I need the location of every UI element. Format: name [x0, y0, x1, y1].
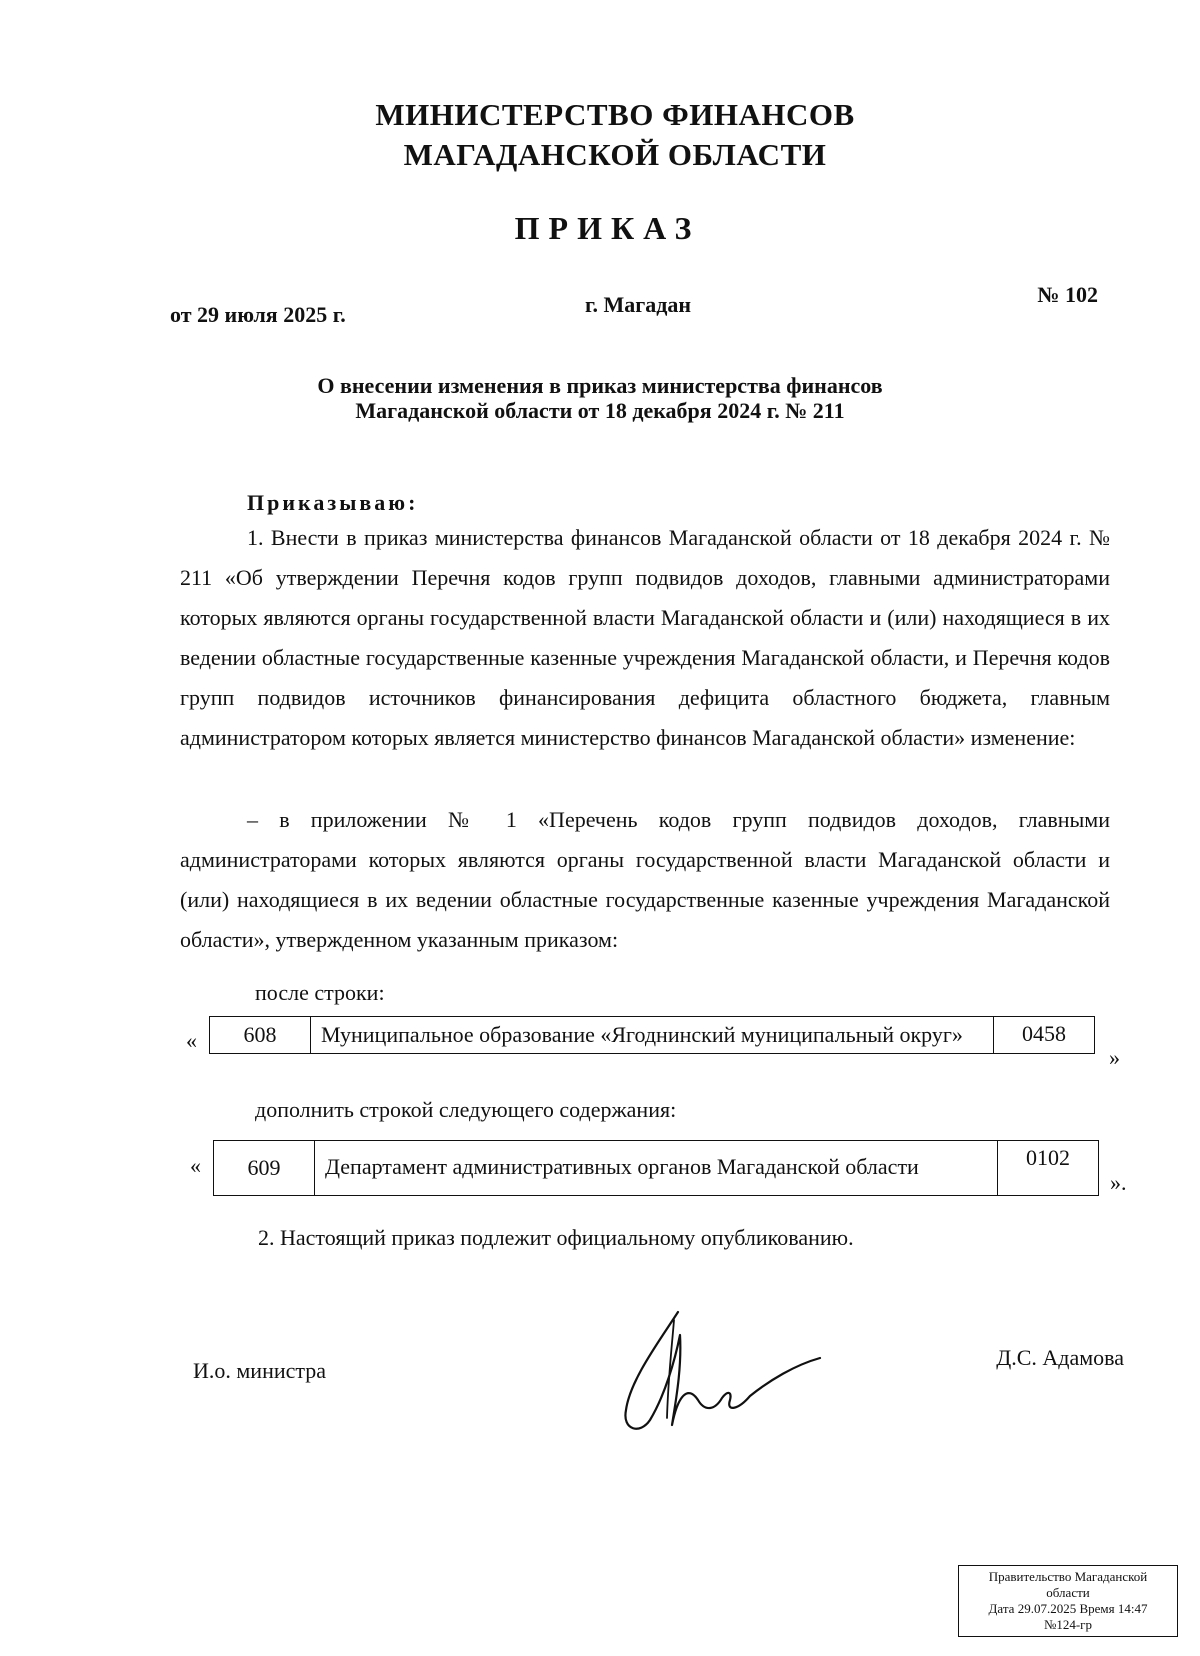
signer-name: Д.С. Адамова [996, 1345, 1124, 1370]
row-new-open-quote: « [190, 1153, 201, 1178]
signer-position: И.о. министра [193, 1358, 327, 1383]
new-value-cell: 0102 [998, 1141, 1099, 1196]
ministry-title [0, 95, 1200, 175]
order-subject [0, 373, 1200, 423]
stamp-line-1: Правительство Магаданской [988, 1569, 1148, 1584]
new-row-table [213, 1140, 1099, 1196]
row-new-close-quote: ». [1110, 1170, 1127, 1195]
order-number: № 102 [1037, 282, 1098, 307]
prikazyvayu-heading: Приказываю: [247, 490, 419, 515]
row-existing-close-quote: » [1109, 1045, 1120, 1070]
new-code-cell: 609 [214, 1141, 315, 1196]
registration-stamp [958, 1565, 1178, 1637]
handwritten-signature [620, 1300, 830, 1450]
subject-line-1: О внесении изменения в приказ министерства финансов [317, 373, 883, 398]
stamp-line-4: №124-гр [1043, 1617, 1093, 1632]
stamp-line-3: Дата 29.07.2025 Время 14:47 [988, 1601, 1148, 1616]
after-row-label: после строки: [255, 980, 385, 1005]
document-type: ПРИКАЗ [514, 210, 701, 246]
existing-row-table [209, 1016, 1095, 1054]
table-row [210, 1017, 1095, 1054]
new-name-cell: Департамент административных органов Магаданской области [315, 1141, 998, 1196]
ministry-line-2: МАГАДАНСКОЙ ОБЛАСТИ [403, 137, 827, 172]
existing-value-cell: 0458 [994, 1017, 1095, 1054]
table-row [214, 1141, 1099, 1196]
subject-line-2: Магаданской области от 18 декабря 2024 г. № 211 [355, 398, 845, 423]
ministry-line-1: МИНИСТЕРСТВО ФИНАНСОВ [375, 97, 855, 132]
paragraph-1: 1. Внести в приказ министерства финансов Магаданской области от 18 декабря 2024 г. № 211 «Об утверждении Перечня кодов групп подвидов доходов, главными администраторами которых являются органы государственной власти Магаданской области и (или) находящиеся в их ведении областные государственные казенные учреждения Магаданской области, и Перечня кодов групп подвидов источников финансирования дефицита областного бюджета, главным администратором которых является министерство финансов Магаданской области» изменение: [180, 525, 1110, 750]
order-date: от 29 июля 2025 г. [170, 302, 346, 327]
existing-code-cell: 608 [210, 1017, 311, 1054]
order-city: г. Магадан [585, 292, 692, 317]
paragraph-2-publication: 2. Настоящий приказ подлежит официальному опубликованию. [258, 1225, 854, 1250]
supplement-label: дополнить строкой следующего содержания: [255, 1097, 677, 1122]
row-existing-open-quote: « [186, 1028, 197, 1053]
stamp-line-2: области [1046, 1585, 1090, 1600]
paragraph-2: – в приложении № 1 «Перечень кодов групп подвидов доходов, главными администраторами которых являются органы государственной власти Магаданской области и (или) находящиеся в их ведении областные государственные казенные учреждения Магаданской области», утвержденном указанным приказом: [180, 807, 1110, 952]
existing-name-cell: Муниципальное образование «Ягоднинский муниципальный округ» [311, 1017, 994, 1054]
